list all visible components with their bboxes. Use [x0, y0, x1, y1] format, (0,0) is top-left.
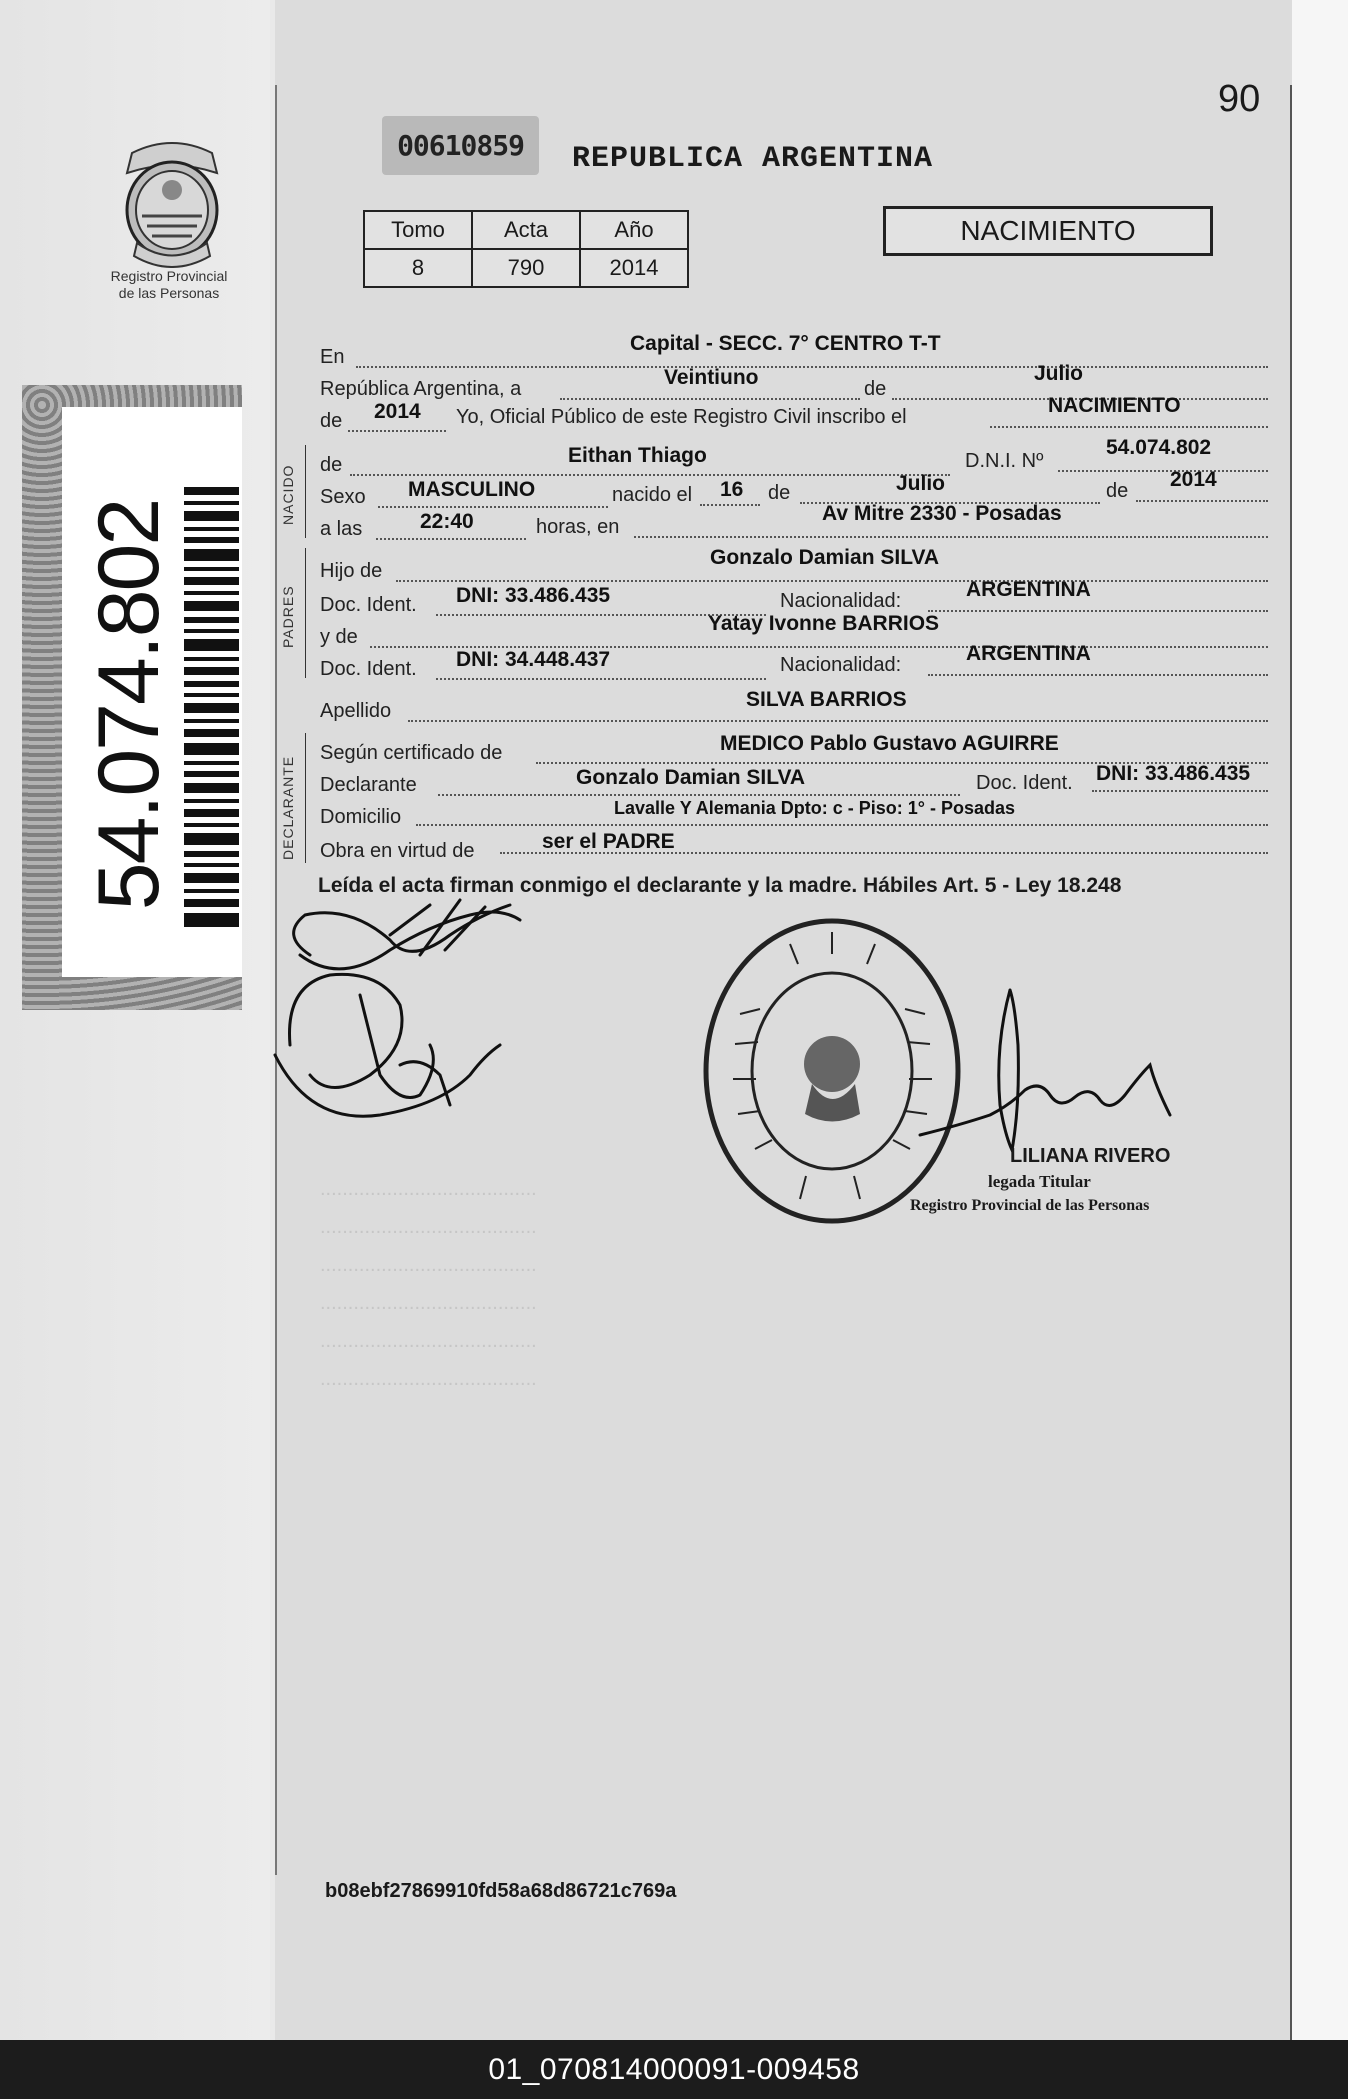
field-father-doc: DNI: 33.486.435: [456, 584, 611, 607]
registrar-role: legada Titular: [988, 1172, 1091, 1191]
registry-caption-line2: de las Personas: [118, 285, 220, 301]
dni-label: [62, 407, 242, 977]
label-horas-en: horas, en: [536, 516, 620, 538]
header-acta: Acta: [472, 211, 580, 249]
section-label-padres: PADRES: [280, 585, 296, 648]
label-en: En: [320, 346, 345, 368]
dotted-line: [990, 426, 1268, 428]
section-label-nacido: NACIDO: [280, 464, 296, 525]
label-hijo-de: Hijo de: [320, 560, 383, 582]
label-doc-ident: Doc. Ident.: [976, 772, 1073, 794]
label-domicilio: Domicilio: [320, 806, 402, 828]
label-obra-en-virtud: Obra en virtud de: [320, 840, 475, 862]
dotted-line: [416, 824, 1268, 826]
dotted-line: [396, 580, 1268, 582]
label-de: de: [320, 410, 343, 432]
field-birth-day: 16: [720, 478, 744, 501]
declarante-section-rule: [305, 733, 306, 863]
registrar-office: Registro Provincial de las Personas: [910, 1197, 1150, 1214]
certificate-type-box: NACIMIENTO: [883, 206, 1213, 256]
field-birth-month: Julio: [896, 472, 946, 495]
field-surname: SILVA BARRIOS: [746, 688, 907, 711]
label-a-las: a las: [320, 518, 363, 540]
declarant-signature-icon: [270, 895, 540, 1165]
left-margin: [0, 0, 270, 2040]
field-father-nationality: ARGENTINA: [966, 578, 1091, 601]
field-declarant: Gonzalo Damian SILVA: [576, 766, 806, 789]
registry-table-value-row: [364, 249, 688, 287]
label-dni-no: D.N.I. Nº: [965, 450, 1044, 472]
label-sexo: Sexo: [320, 486, 366, 508]
dotted-line: [1136, 500, 1268, 502]
dni-number: 54.074.802: [81, 499, 177, 911]
registry-caption-line1: Registro Provincial: [110, 268, 228, 284]
dotted-line: [1092, 790, 1268, 792]
label-apellido: Apellido: [320, 700, 392, 722]
dni-barcode-strip: [22, 385, 242, 1010]
label-de: de: [320, 454, 343, 476]
value-tomo: 8: [364, 249, 472, 287]
label-y-de: y de: [320, 626, 358, 648]
field-birth-year: 2014: [1170, 468, 1217, 491]
label-de: de: [768, 482, 791, 504]
dotted-line: [348, 430, 446, 432]
field-child-name: Eithan Thiago: [568, 444, 707, 467]
field-birth-time: 22:40: [420, 510, 474, 533]
field-father-name: Gonzalo Damian SILVA: [710, 546, 940, 569]
label-nacionalidad: Nacionalidad:: [780, 590, 902, 612]
page-number: 90: [1218, 78, 1261, 120]
field-mother-name: Yatay Ivonne BARRIOS: [708, 612, 940, 635]
dotted-line: [438, 794, 960, 796]
country-title: REPUBLICA ARGENTINA: [572, 142, 934, 176]
dotted-line: [436, 678, 766, 680]
dotted-line: [378, 506, 608, 508]
header-anio: Año: [580, 211, 688, 249]
dotted-line: [700, 504, 760, 506]
field-birth-place: Av Mitre 2330 - Posadas: [822, 502, 1062, 525]
dotted-line: [560, 398, 860, 400]
value-acta: 790: [472, 249, 580, 287]
field-month: Julio: [1034, 362, 1084, 385]
field-child-dni: 54.074.802: [1106, 436, 1212, 459]
field-certificate-by: MEDICO Pablo Gustavo AGUIRRE: [720, 732, 1059, 755]
field-capacity: ser el PADRE: [542, 830, 675, 853]
dotted-line: [350, 474, 950, 476]
nacido-section-rule: [305, 445, 306, 538]
registrar-signature-icon: [900, 985, 1180, 1155]
header-tomo: Tomo: [364, 211, 472, 249]
label-nacido-el: nacido el: [612, 484, 693, 506]
footer-id: 01_070814000091-009458: [488, 2053, 860, 2086]
label-yo-oficial: Yo, Oficial Público de este Registro Civil inscribo el: [456, 406, 907, 428]
dotted-line: [408, 720, 1268, 722]
dotted-line: [1058, 470, 1268, 472]
bleed-through-text: ....................................... ....................................... ....................................... ....................................... ....................................... .......................................: [320, 1178, 537, 1390]
coat-of-arms-icon: [112, 138, 232, 268]
control-number-stamp: 00610859: [382, 116, 539, 175]
field-mother-nationality: ARGENTINA: [966, 642, 1091, 665]
barcode-icon: [184, 487, 239, 927]
field-year: 2014: [374, 400, 421, 423]
field-day-words: Veintiuno: [664, 366, 759, 389]
label-de: de: [1106, 480, 1129, 502]
dotted-line: [356, 366, 1268, 368]
dotted-line: [928, 610, 1268, 612]
section-label-declarante: DECLARANTE: [280, 755, 296, 860]
document-hash: b08ebf27869910fd58a68d86721c769a: [325, 1880, 677, 1902]
field-sex: MASCULINO: [408, 478, 536, 501]
field-address: Lavalle Y Alemania Dpto: c - Piso: 1° - Posadas: [614, 798, 1016, 818]
padres-section-rule: [305, 548, 306, 678]
registry-table: [363, 210, 689, 288]
registrar-name: LILIANA RIVERO: [1010, 1145, 1171, 1167]
field-registers: NACIMIENTO: [1048, 394, 1181, 417]
label-de: de: [864, 378, 887, 400]
dotted-line: [928, 674, 1268, 676]
dotted-line: [634, 536, 1268, 538]
field-location: Capital - SECC. 7° CENTRO T-T: [630, 332, 941, 355]
label-republica-a: República Argentina, a: [320, 378, 522, 400]
field-declarant-doc: DNI: 33.486.435: [1096, 762, 1251, 785]
right-rule-line: [1290, 85, 1292, 2065]
registry-logo-caption: [94, 268, 244, 302]
signing-note: Leída el acta firman conmigo el declarante y la madre. Hábiles Art. 5 - Ley 18.248: [318, 874, 1122, 897]
label-declarante: Declarante: [320, 774, 417, 796]
label-nacionalidad: Nacionalidad:: [780, 654, 902, 676]
registry-table-header-row: [364, 211, 688, 249]
dotted-line: [376, 538, 526, 540]
right-margin: [1292, 0, 1348, 2040]
label-segun-certificado: Según certificado de: [320, 742, 503, 764]
label-doc-ident: Doc. Ident.: [320, 658, 417, 680]
label-doc-ident: Doc. Ident.: [320, 594, 417, 616]
field-mother-doc: DNI: 34.448.437: [456, 648, 611, 671]
footer-id-bar: [0, 2040, 1348, 2099]
value-anio: 2014: [580, 249, 688, 287]
